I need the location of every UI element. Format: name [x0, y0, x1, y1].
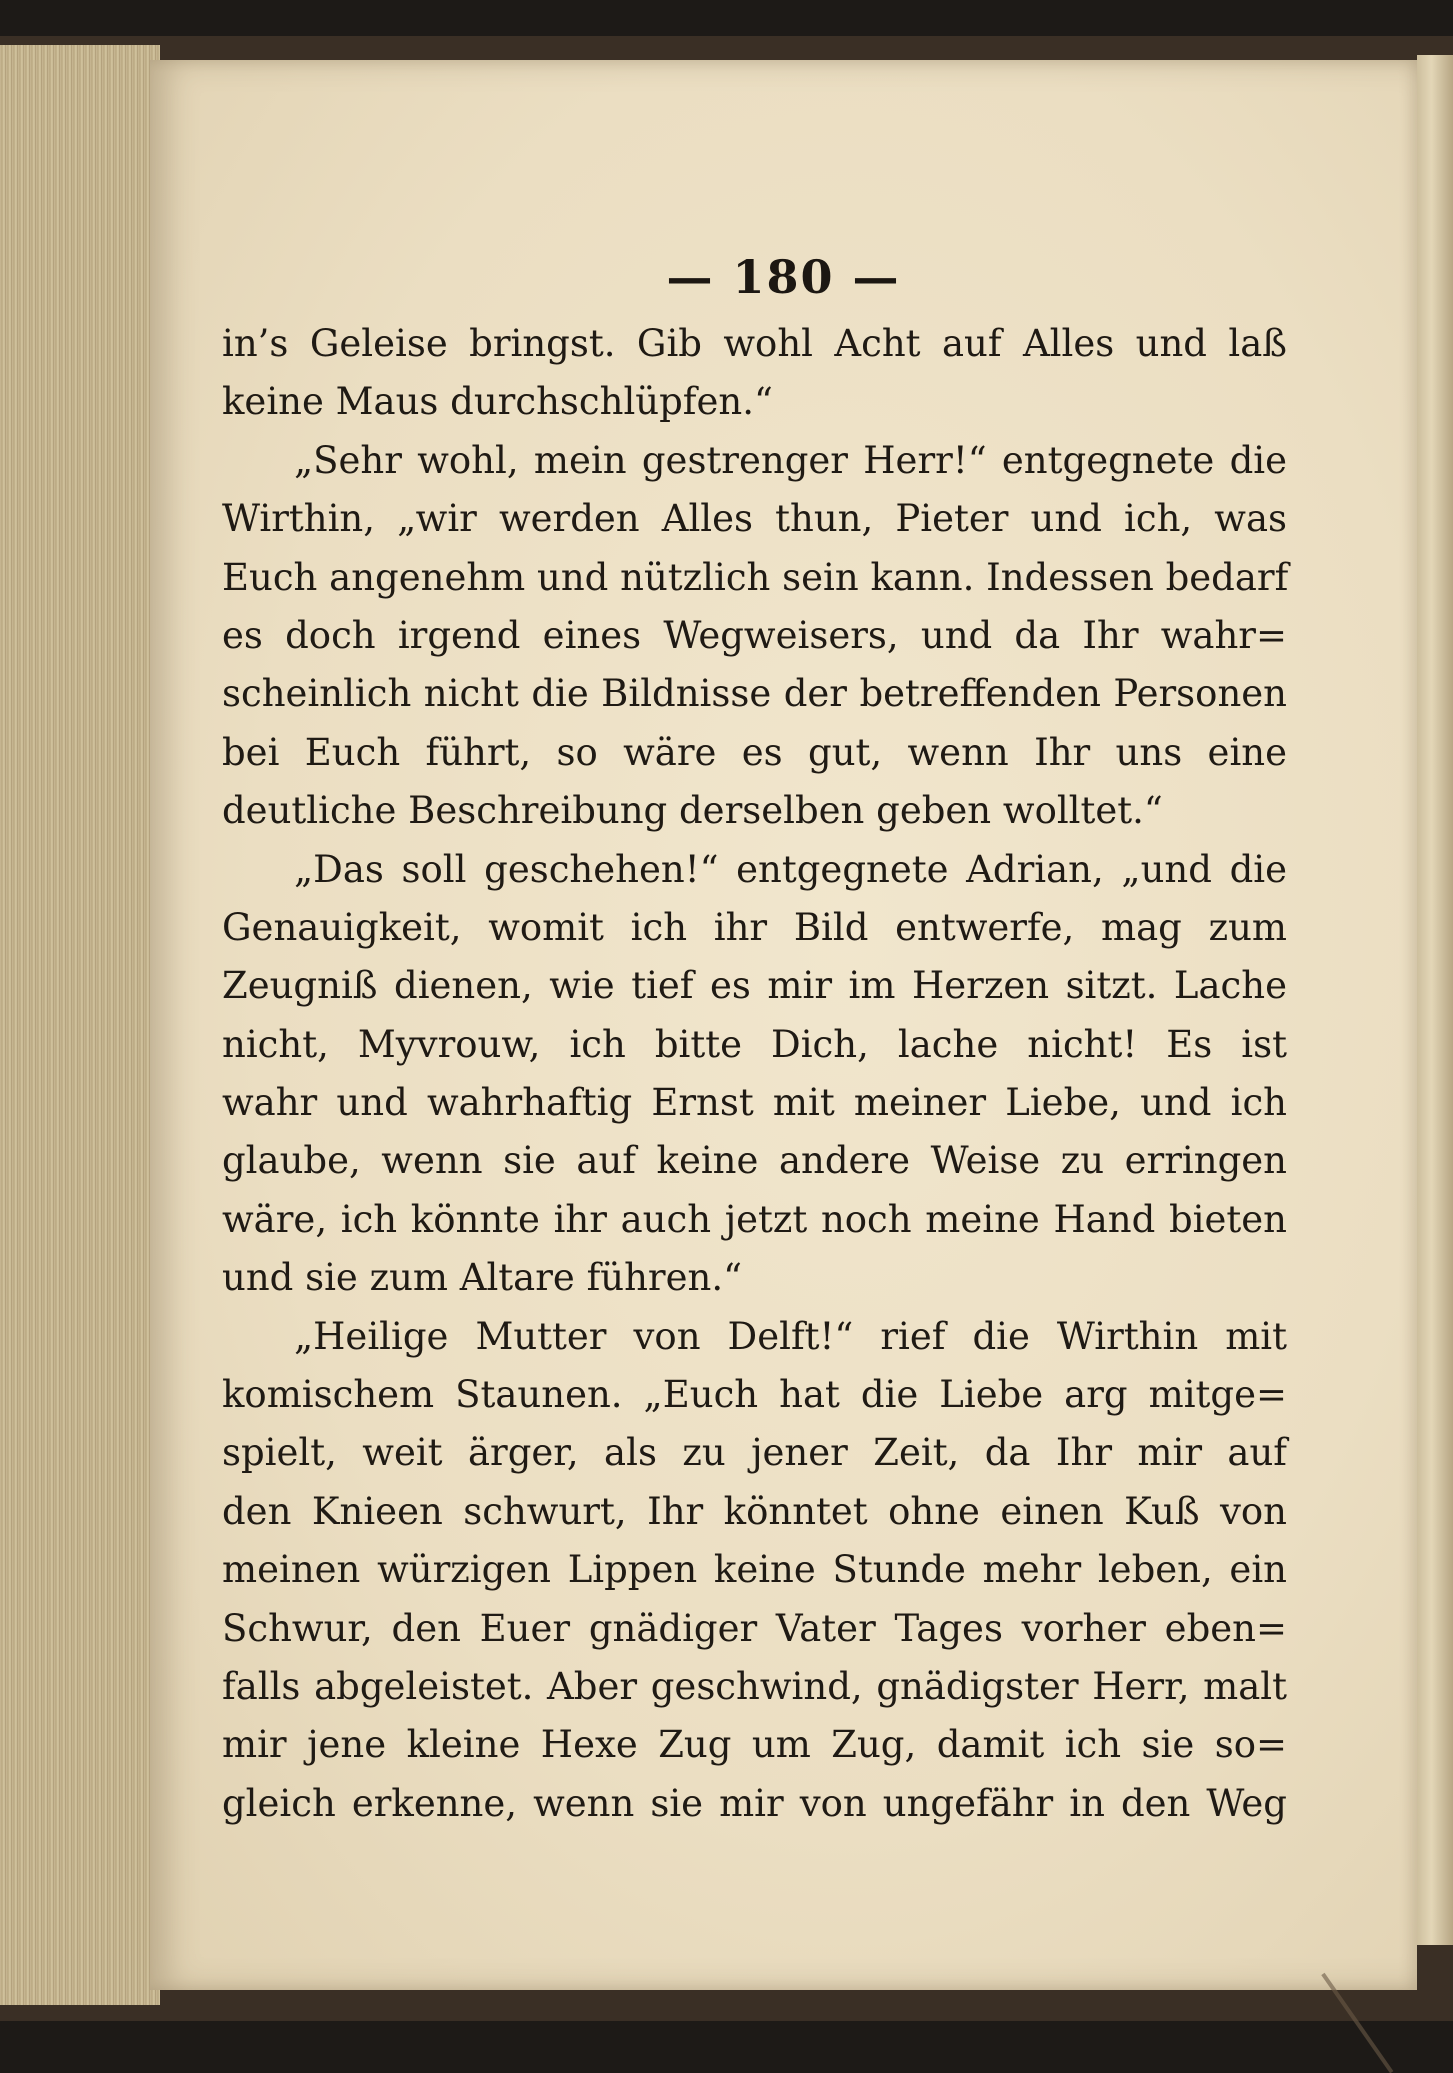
text-line: den Knieen schwurt, Ihr könntet ohne einen Kuß von	[222, 1489, 1287, 1533]
text-line: keine Maus durchschlüpfen.“	[222, 380, 773, 424]
text-line: „Das soll geschehen!“ entgegnete Adrian, „und die	[294, 847, 1287, 891]
text-line: es doch irgend eines Wegweisers, und da Ihr wahr=	[222, 613, 1287, 657]
text-line: gleich erkenne, wenn sie mir von ungefähr in den Weg	[222, 1781, 1287, 1825]
text-line: Wirthin, „wir werden Alles thun, Pieter und ich, was	[222, 497, 1287, 541]
text-line: Genauigkeit, womit ich ihr Bild entwerfe, mag zum	[222, 905, 1287, 949]
text-line: glaube, wenn sie auf keine andere Weise zu erringen	[222, 1139, 1287, 1183]
text-line: spielt, weit ärger, als zu jener Zeit, da Ihr mir auf	[222, 1431, 1287, 1475]
text-line: Schwur, den Euer gnädiger Vater Tages vorher eben=	[222, 1606, 1287, 1650]
text-line: falls abgeleistet. Aber geschwind, gnädigster Herr, malt	[222, 1664, 1287, 1708]
text-line: bei Euch führt, so wäre es gut, wenn Ihr uns eine	[222, 730, 1287, 774]
text-line: komischem Staunen. „Euch hat die Liebe arg mitge=	[222, 1373, 1287, 1417]
text-line: und sie zum Altare führen.“	[222, 1256, 743, 1300]
text-line: „Sehr wohl, mein gestrenger Herr!“ entgegnete die	[294, 438, 1287, 482]
text-line: wäre, ich könnte ihr auch jetzt noch meine Hand bieten	[222, 1197, 1287, 1241]
text-line: scheinlich nicht die Bildnisse der betreffenden Personen	[222, 672, 1287, 716]
text-line: in’s Geleise bringst. Gib wohl Acht auf Alles und laß	[222, 322, 1287, 365]
text-line: Zeugniß dienen, wie tief es mir im Herzen sitzt. Lache	[222, 964, 1287, 1008]
text-line: Euch angenehm und nützlich sein kann. Indessen bedarf	[222, 555, 1289, 599]
text-line: deutliche Beschreibung derselben geben wolltet.“	[222, 789, 1163, 833]
text-line: mir jene kleine Hexe Zug um Zug, damit ich sie so=	[222, 1723, 1287, 1767]
page-number: — 180 —	[666, 250, 901, 304]
page-edge-right	[1417, 55, 1453, 1945]
text-line: wahr und wahrhaftig Ernst mit meiner Liebe, und ich	[222, 1081, 1287, 1125]
text-line: „Heilige Mutter von Delft!“ rief die Wirthin mit	[294, 1314, 1287, 1358]
page-text	[222, 315, 1287, 1833]
text-line: nicht, Myvrouw, ich bitte Dich, lache nicht! Es ist	[222, 1022, 1287, 1066]
text-line: meinen würzigen Lippen keine Stunde mehr leben, ein	[222, 1548, 1287, 1592]
page-edges-left	[0, 45, 160, 2005]
